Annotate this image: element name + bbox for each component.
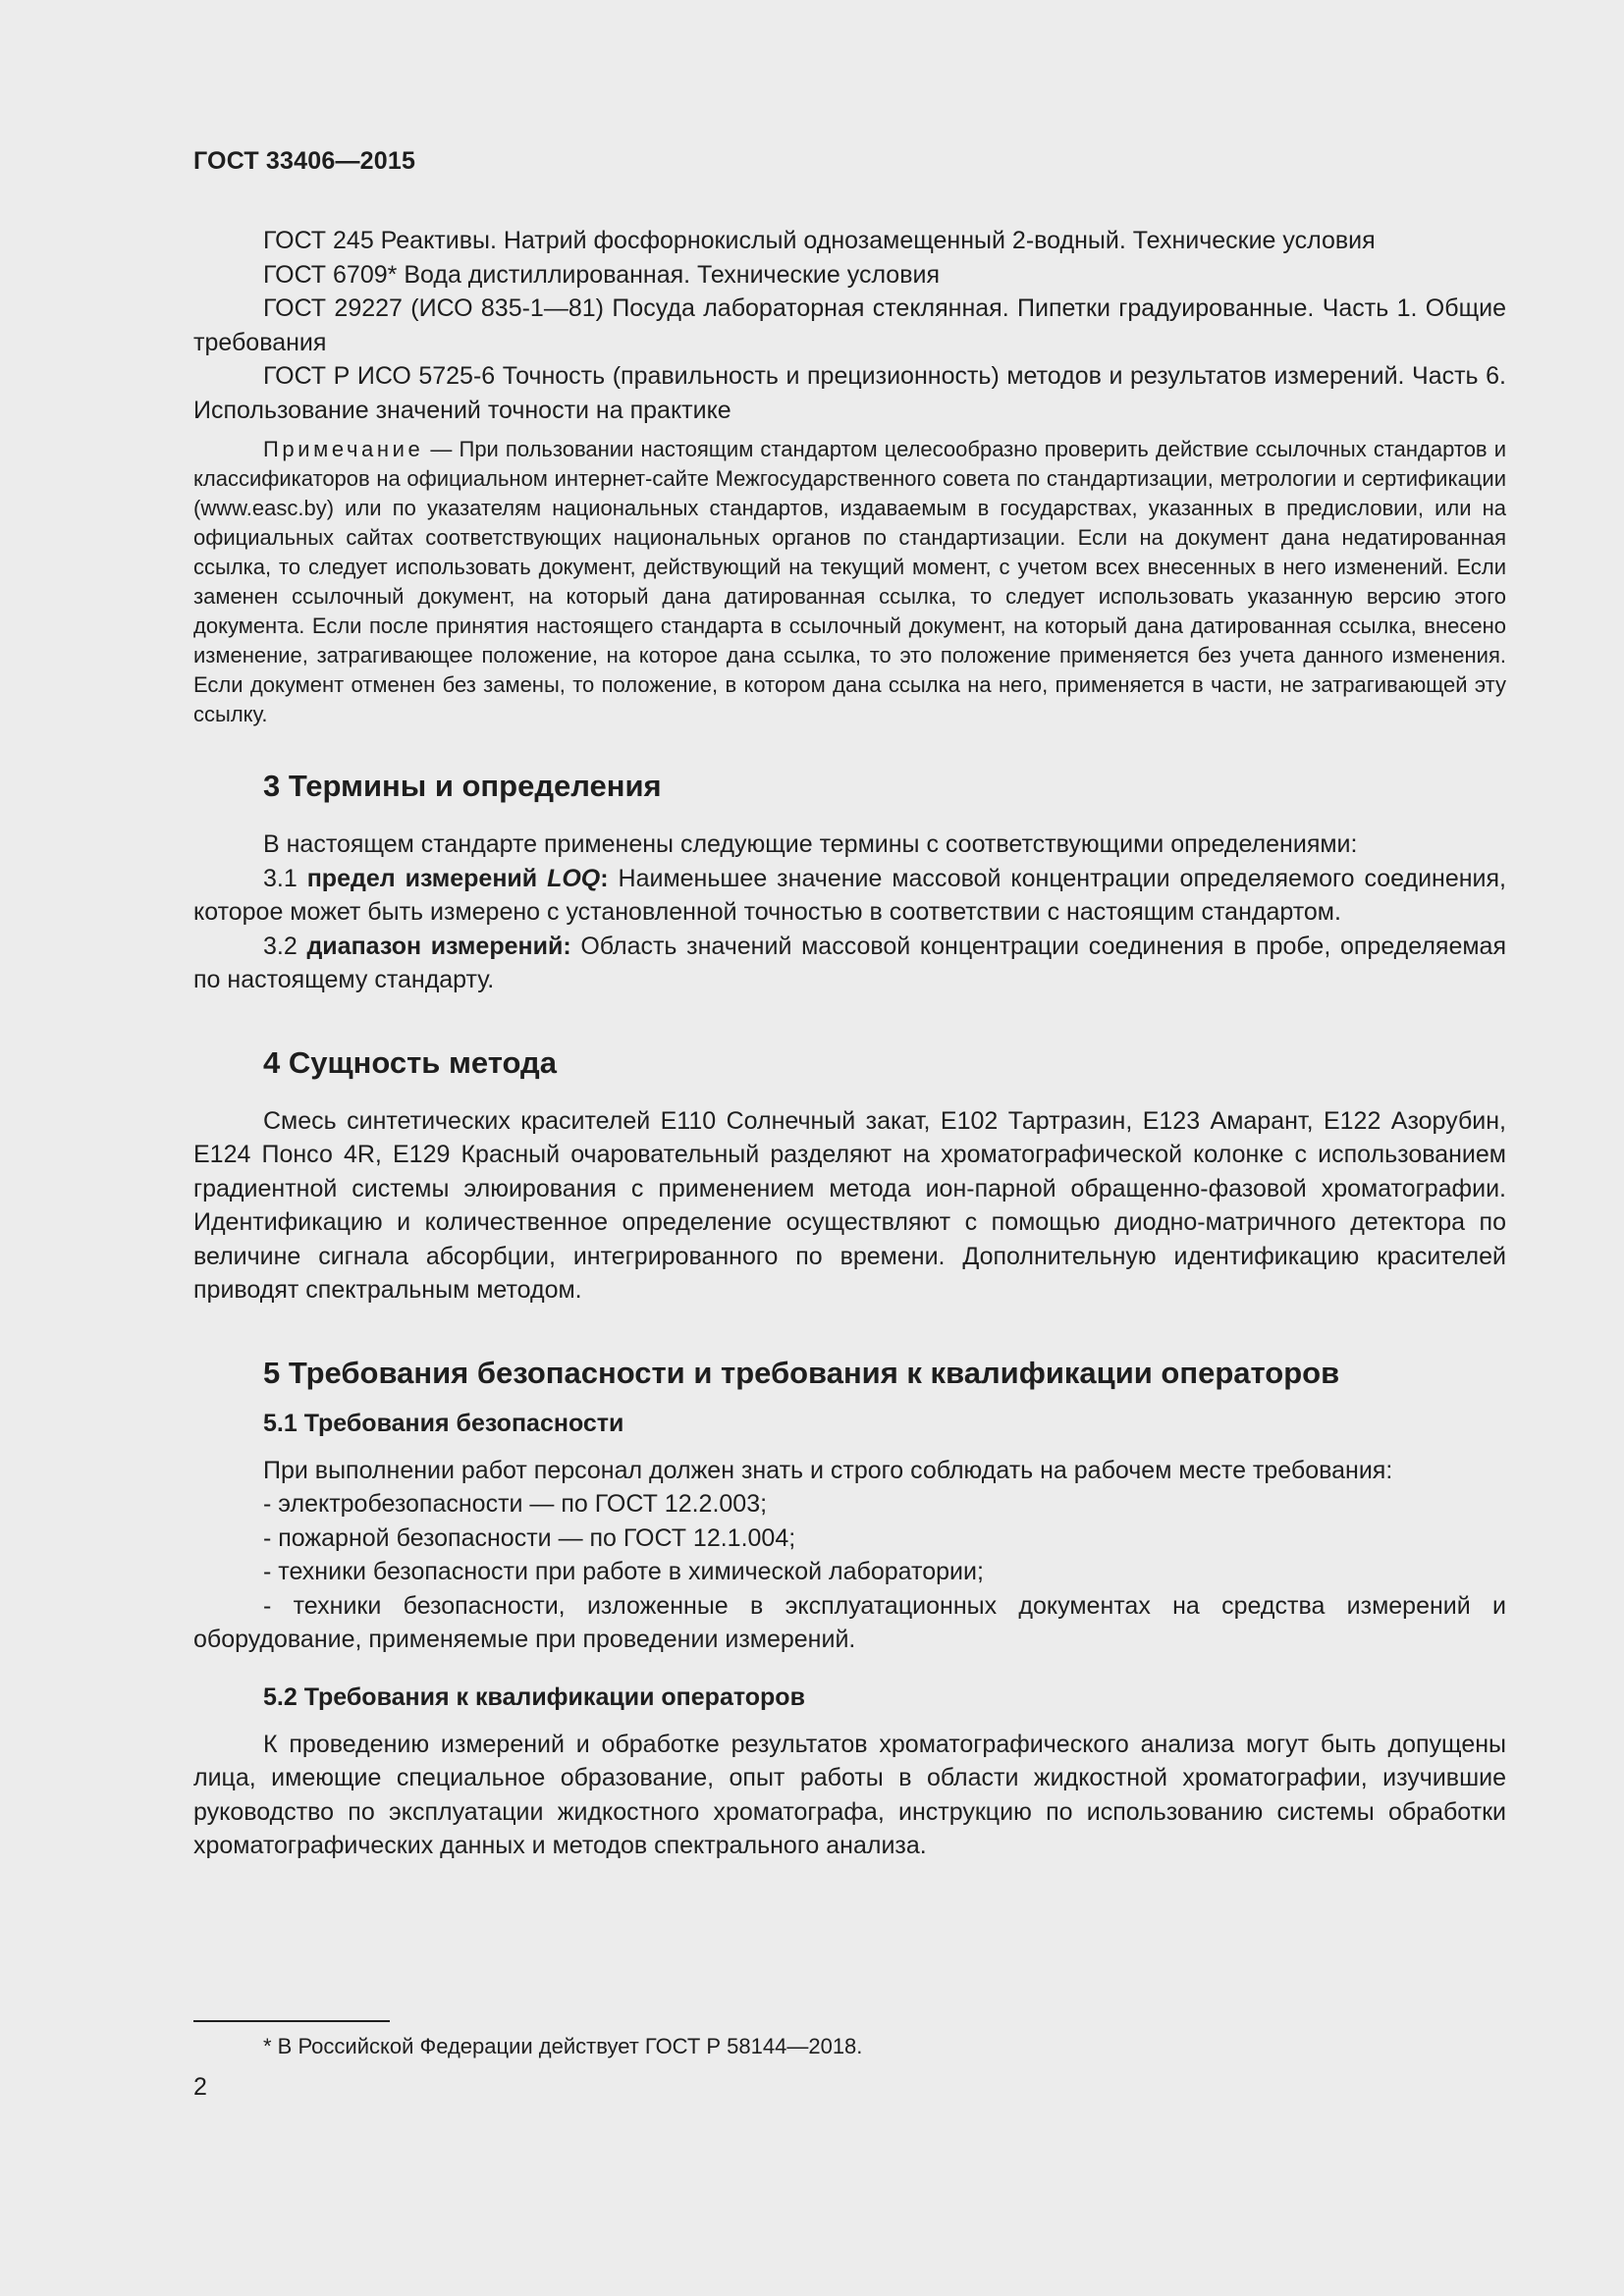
term-definition: Наименьшее значение массовой концентрации определяемого соединения, которое может быть измерено с установленной точностью в соответствии с настоящим стандартом.: [193, 864, 1506, 926]
term-colon: :: [600, 864, 609, 892]
footnote: * В Российской Федерации действует ГОСТ Р 58144—2018.: [263, 2034, 863, 2058]
term-3-1: [193, 862, 1506, 930]
note-text: — При пользовании настоящим стандартом целесообразно проверить действие ссылочных стандартов и классификаторов на официальном интернет-сайте Межгосударственного совета по стандартизации, метрологии и сертификации (www.easc.by) или по указателям национальных стандартов, издаваемым в государствах, указанных в предисловии, или на официальных сайтах соответствующих национальных органов по стандартизации. Если на документ дана недатированная ссылка, то следует использовать документ, действующий на текущий момент, с учетом всех внесенных в него изменений. Если заменен ссылочный документ, на который дана датированная ссылка, то следует использовать указанную версию этого документа. Если после принятия настоящего стандарта в ссылочный документ, на который дана датированная ссылка, внесено изменение, затрагивающее положение, на которое дана ссылка, то это положение применяется без учета данного изменения. Если документ отменен без замены, то положение, в котором дана ссылка на него, применяется в части, не затрагивающей эту ссылку.: [193, 437, 1506, 726]
term-3-2: [193, 930, 1506, 997]
section-5-2-text: К проведению измерений и обработке результатов хроматографического анализа могут быть допущены лица, имеющие специальное образование, опыт работы в области жидкостной хроматографии, изучившие руководство по эксплуатации жидкостного хроматографа, инструкцию по использованию системы обработки хроматографических данных и методов спектрального анализа.: [193, 1730, 1506, 1859]
reference-title: Посуда лабораторная стеклянная. Пипетки градуированные. Часть 1. Общие требования: [193, 294, 1507, 356]
reference-gost-29227: [193, 292, 1506, 359]
list-item: - техники безопасности при работе в химической лаборатории;: [263, 1558, 984, 1585]
section-3-intro: В настоящем стандарте применены следующие термины с соответствующими определениями:: [263, 830, 1358, 858]
term-abbreviation: LOQ: [547, 864, 601, 892]
term-definition: Область значений массовой концентрации соединения в пробе, определяемая по настоящему стандарту.: [193, 932, 1506, 993]
reference-gost-r-iso-5725-6: [193, 359, 1506, 427]
section-5-1-intro: При выполнении работ персонал должен знать и строго соблюдать на рабочем месте требования:: [263, 1456, 1393, 1484]
page-number: 2: [193, 2073, 207, 2101]
list-item: - техники безопасности, изложенные в эксплуатационных документах на средства измерений и оборудование, применяемые при проведении измерений.: [193, 1591, 1506, 1653]
section-3-heading: 3 Термины и определения: [263, 769, 662, 803]
section-4-heading: 4 Сущность метода: [263, 1044, 557, 1080]
term-number: 3.1: [263, 864, 307, 892]
section-4-text: Смесь синтетических красителей Е110 Солнечный закат, Е102 Тартразин, Е123 Амарант, Е122 Азорубин, Е124 Понсо 4R, Е129 Красный очаровательный разделяют на хроматографической колонке с использованием градиентной системы элюирования с применением метода ион-парной обращенно-фазовой хроматографии. Идентификацию и количественное определение осуществляют с помощью диодно-матричного детектора по величине сигнала абсорбции, интегрированного по времени. Дополнительную идентификацию красителей приводят спектральным методом.: [193, 1106, 1506, 1304]
list-item: - пожарной безопасности — по ГОСТ 12.1.004;: [263, 1523, 796, 1552]
footnote-divider: [193, 2020, 390, 2022]
reference-code: ГОСТ 29227 (ИСО 835-1—81): [263, 294, 604, 322]
reference-code: ГОСТ 6709*: [263, 260, 398, 289]
section-5-1-heading: 5.1 Требования безопасности: [263, 1409, 624, 1437]
page-content: [193, 224, 1506, 1863]
note-paragraph: [193, 435, 1506, 729]
term-number: 3.2: [263, 932, 307, 960]
reference-gost-6709: [193, 258, 1506, 293]
term-name: предел измерений: [306, 864, 548, 892]
reference-code: ГОСТ Р ИСО 5725-6: [263, 362, 496, 390]
reference-code: ГОСТ 245: [263, 227, 374, 254]
reference-title: Вода дистиллированная. Технические условия: [397, 260, 940, 289]
reference-gost-245: [193, 224, 1506, 258]
section-5-heading: 5 Требования безопасности и требования к квалификации операторов: [263, 1355, 1340, 1390]
list-item: - электробезопасности — по ГОСТ 12.2.003;: [263, 1490, 768, 1518]
section-5-2-heading: 5.2 Требования к квалификации операторов: [263, 1682, 805, 1711]
reference-title: Точность (правильность и прецизионность) методов и результатов измерений. Часть 6. Использование значений точности на практике: [193, 362, 1506, 424]
reference-title: Реактивы. Натрий фосфорнокислый однозамещенный 2-водный. Технические условия: [373, 227, 1376, 254]
page-header-doc-code: ГОСТ 33406—2015: [193, 147, 416, 175]
note-label: Примечание: [263, 437, 424, 461]
term-name: диапазон измерений:: [306, 932, 571, 960]
